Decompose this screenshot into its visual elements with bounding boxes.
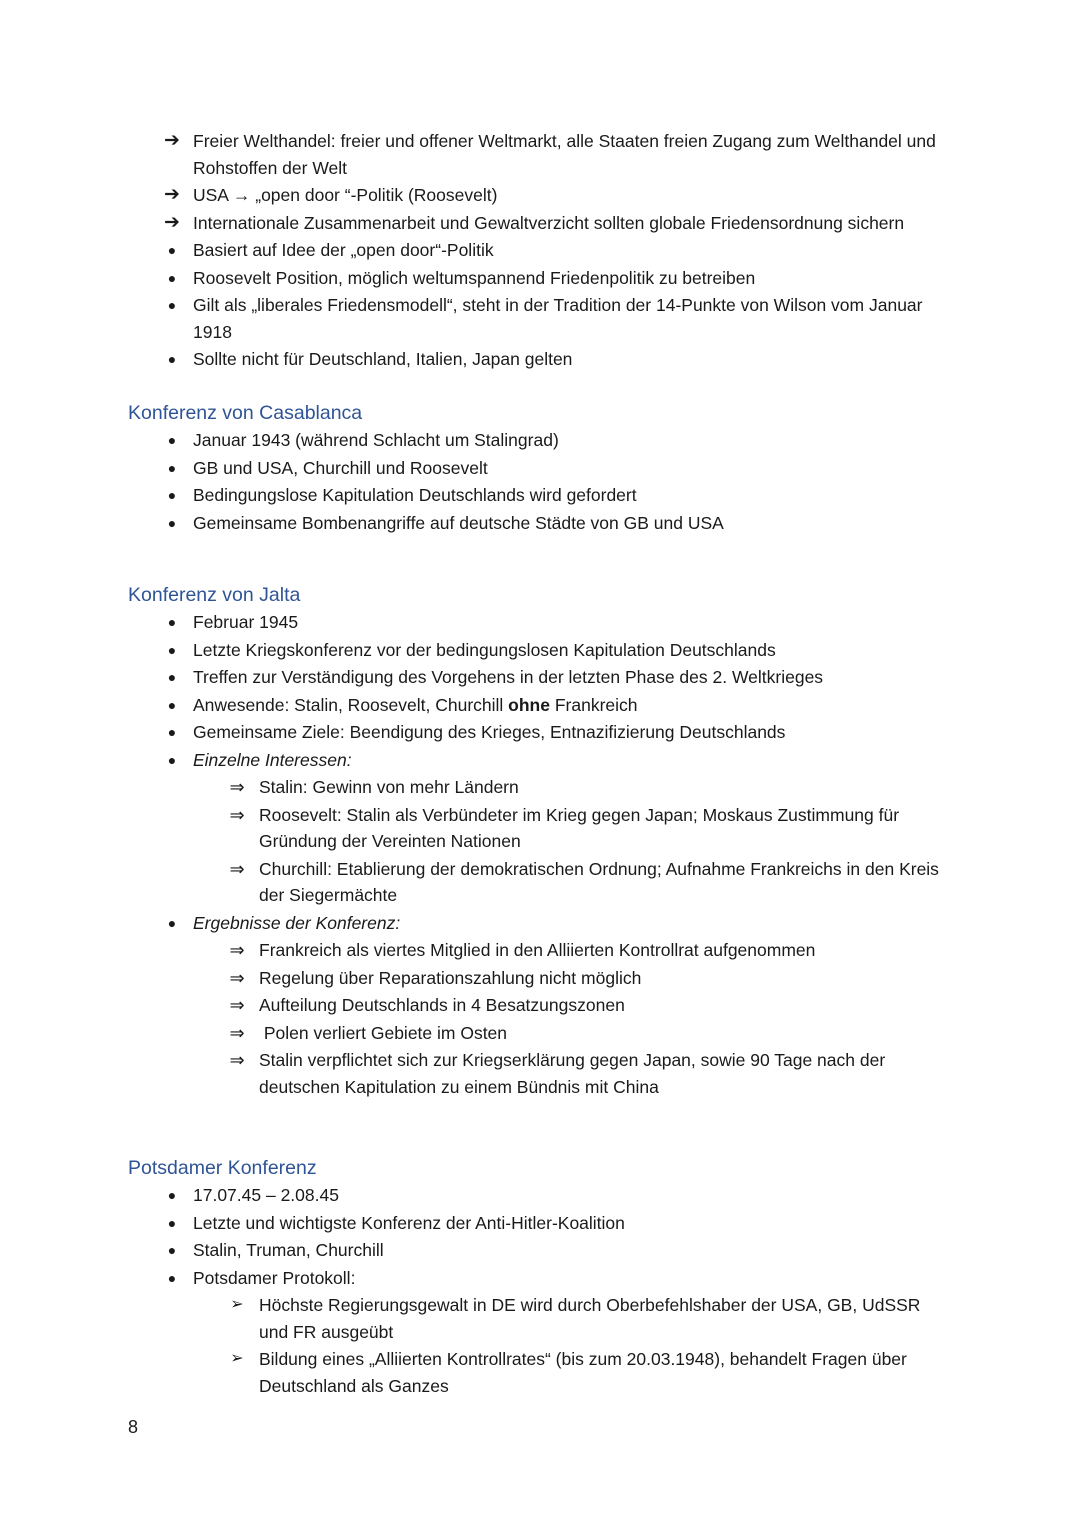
list-item <box>0 182 953 209</box>
results-label: Ergebnisse der Konferenz: <box>193 912 401 933</box>
double-arrow-icon: ⇒ <box>229 995 245 1015</box>
bullet-dot-icon: ● <box>167 351 177 367</box>
list-item-text: Churchill: Etablierung der demokratischen Ordnung; Aufnahme Frankreichs in den Kreis der Siegermächte <box>259 858 939 905</box>
bullet-dot-icon: ● <box>167 724 177 740</box>
sub-list-item <box>0 1292 949 1345</box>
bullet-dot-icon: ● <box>167 459 177 476</box>
list-item-text: Gilt als „liberales Friedensmodell“, steht in der Tradition der 14-Punkte von Wilson vom Januar 1918 <box>193 295 923 342</box>
double-arrow-icon: ⇒ <box>229 967 245 988</box>
list-item-text: Freier Welthandel: freier und offener Weltmarkt, alle Staaten freien Zugang zum Welthandel und Rohstoffen der Welt <box>193 131 936 178</box>
sub-list-item <box>0 1346 949 1399</box>
list-item-text: Aufteilung Deutschlands in 4 Besatzungszonen <box>259 995 625 1015</box>
section-jalta <box>0 581 1080 1101</box>
bullet-dot-icon: ● <box>167 1242 177 1258</box>
arrow-bullet-icon: ➔ <box>164 184 180 205</box>
arrow-bullet-icon: ➔ <box>164 211 180 233</box>
list-item-text: Bedingungslose Kapitulation Deutschlands wird gefordert <box>193 485 637 505</box>
sub-list-item <box>0 992 949 1019</box>
list-item <box>0 664 953 691</box>
list-item <box>0 609 953 636</box>
bullet-dot-icon: ● <box>167 514 177 531</box>
sub-list-item <box>0 856 949 909</box>
list-item-text: Bildung eines „Alliierten Kontrollrates“ (bis zum 20.03.1948), behandelt Fragen über Deutschland als Ganzes <box>259 1349 907 1396</box>
section-heading: Konferenz von Casablanca <box>128 402 363 424</box>
sub-list-item <box>0 937 949 964</box>
list-item <box>0 455 953 482</box>
bullet-dot-icon: ● <box>167 1214 177 1231</box>
list-item-text: Internationale Zusammenarbeit und Gewaltverzicht sollten globale Friedensordnung sichern <box>193 212 905 233</box>
list-item <box>0 747 953 774</box>
list-item-text: Potsdamer Protokoll: <box>193 1267 356 1288</box>
list-item-text: GB und USA, Churchill und Roosevelt <box>193 457 488 478</box>
list-item <box>0 1237 953 1264</box>
attendees-prefix: Anwesende: Stalin, Roosevelt, Churchill <box>193 694 509 715</box>
list-item-text: Januar 1943 (während Schlacht um Stalingrad) <box>193 430 559 450</box>
double-arrow-icon: ⇒ <box>229 1050 245 1070</box>
list-item <box>0 1182 953 1209</box>
double-arrow-icon: ⇒ <box>229 940 245 960</box>
bullet-dot-icon: ● <box>167 751 177 768</box>
triangle-arrow-icon: ➢ <box>230 1296 244 1313</box>
list-item-text: Sollte nicht für Deutschland, Italien, Japan gelten <box>193 349 573 369</box>
double-arrow-icon: ⇒ <box>229 777 245 797</box>
double-arrow-icon: ⇒ <box>229 1022 245 1043</box>
double-arrow-icon: ⇒ <box>229 858 245 879</box>
triangle-arrow-icon: ➢ <box>230 1350 244 1367</box>
attendees-suffix: Frankreich <box>549 694 638 715</box>
list-item <box>0 346 953 373</box>
bullet-dot-icon: ● <box>167 297 177 313</box>
bullet-dot-icon: ● <box>167 696 177 713</box>
section-heading: Potsdamer Konferenz <box>128 1157 317 1179</box>
list-item-text: Gemeinsame Bombenangriffe auf deutsche Städte von GB und USA <box>193 512 724 533</box>
bullet-dot-icon: ● <box>167 487 177 503</box>
list-item-text: Stalin, Truman, Churchill <box>193 1240 384 1260</box>
bullet-dot-icon: ● <box>167 914 177 931</box>
list-item-text: Höchste Regierungsgewalt in DE wird durch Oberbefehlshaber der USA, GB, UdSSR und FR ausgeübt <box>259 1295 921 1342</box>
list-item <box>0 237 953 264</box>
list-item-text: Treffen zur Verständigung des Vorgehens in der letzten Phase des 2. Weltkrieges <box>193 667 824 687</box>
list-item <box>0 265 953 292</box>
list-item-text: Februar 1945 <box>193 612 299 632</box>
list-item <box>0 910 953 937</box>
list-item <box>0 128 953 181</box>
list-item-text: Letzte Kriegskonferenz vor der bedingungslosen Kapitulation Deutschlands <box>193 639 776 660</box>
list-item-text: Basiert auf Idee der „open door“-Politik <box>193 240 494 260</box>
list-item <box>0 1265 953 1292</box>
sub-list-item <box>0 774 949 801</box>
list-item-text: Stalin: Gewinn von mehr Ländern <box>259 777 519 797</box>
list-item <box>0 1210 953 1237</box>
intro-list <box>0 128 1080 374</box>
sub-list-item <box>0 802 949 855</box>
list-item-text: Polen verliert Gebiete im Osten <box>259 1022 508 1043</box>
section-potsdam <box>0 1154 1080 1400</box>
list-item <box>0 210 953 237</box>
arrow-bullet-icon: ➔ <box>164 130 180 151</box>
list-item <box>0 637 953 664</box>
sub-list-item <box>0 1020 949 1047</box>
list-item <box>0 692 953 719</box>
attendees-bold: ohne <box>508 694 550 715</box>
list-item-text: Roosevelt Position, möglich weltumspannend Friedenpolitik zu betreiben <box>193 267 756 288</box>
list-item <box>0 719 953 746</box>
list-item <box>0 482 953 509</box>
list-item-text: Letzte und wichtigste Konferenz der Anti-Hitler-Koalition <box>193 1212 625 1233</box>
list-item <box>0 292 953 345</box>
bullet-dot-icon: ● <box>167 669 177 685</box>
bullet-dot-icon: ● <box>167 1269 177 1286</box>
list-item-text: Regelung über Reparationszahlung nicht möglich <box>259 967 642 988</box>
page-number: 8 <box>128 1417 139 1437</box>
list-item-text: Stalin verpflichtet sich zur Kriegserklärung gegen Japan, sowie 90 Tage nach der deutschen Kapitulation zu einem Bündnis mit China <box>259 1050 886 1097</box>
section-heading: Konferenz von Jalta <box>128 584 301 606</box>
bullet-dot-icon: ● <box>167 269 177 286</box>
sub-list-item <box>0 1047 949 1100</box>
bullet-dot-icon: ● <box>167 614 177 630</box>
list-item-text: Frankreich als viertes Mitglied in den Alliierten Kontrollrat aufgenommen <box>259 940 816 960</box>
list-item-text: Gemeinsame Ziele: Beendigung des Krieges, Entnazifizierung Deutschlands <box>193 722 786 742</box>
bullet-dot-icon: ● <box>167 242 177 258</box>
bullet-dot-icon: ● <box>167 1187 177 1203</box>
interests-label: Einzelne Interessen: <box>193 749 352 770</box>
bullet-dot-icon: ● <box>167 432 177 448</box>
section-casablanca <box>0 399 1080 537</box>
list-item-text: Roosevelt: Stalin als Verbündeter im Krieg gegen Japan; Moskaus Zustimmung für Gründung der Vereinten Nationen <box>259 804 900 851</box>
list-item <box>0 510 953 537</box>
list-item-text: 17.07.45 – 2.08.45 <box>193 1185 339 1205</box>
sub-list-item <box>0 965 949 992</box>
list-item <box>0 427 953 454</box>
bullet-dot-icon: ● <box>167 641 177 658</box>
list-item-text: USA → „open door “-Politik (Roosevelt) <box>193 185 498 205</box>
double-arrow-icon: ⇒ <box>229 804 245 825</box>
